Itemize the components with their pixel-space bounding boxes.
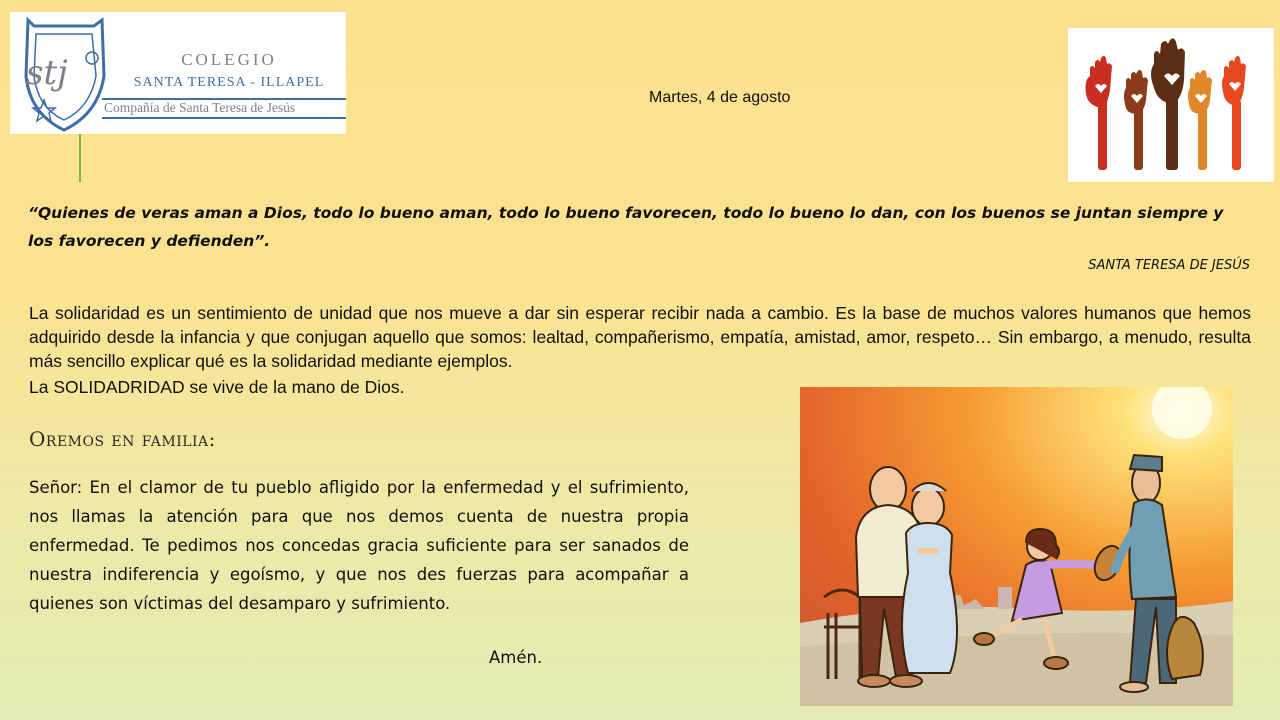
svg-text:stj: stj — [26, 53, 68, 93]
logo-colegio-text: COLEGIO — [181, 50, 277, 69]
raised-hands-icon — [1068, 28, 1274, 182]
date-label: Martes, 4 de agosto — [649, 89, 791, 106]
raised-hands-image — [1068, 28, 1274, 182]
quote-author: SANTA TERESA DE JESÚS — [1088, 258, 1250, 273]
logo-school-name: SANTA TERESA - ILLAPEL — [133, 75, 325, 90]
logo-compania-text: Compañía de Santa Teresa de Jesús — [102, 98, 346, 119]
saint-quote: “Quienes de veras aman a Dios, todo lo bueno aman, todo lo bueno favorecen, todo lo bueno lo dan, con los buenos se juntan siempre y los favorecen y defienden”. — [28, 204, 1224, 250]
prayer-text: Señor: En el clamor de tu pueblo afligido por la enfermedad y el sufrimiento, nos llamas la atención para que nos demos cuenta de nuestra propia enfermedad. Te pedimos nos concedas gracia suficiente para ser sanados de nuestra indiferencia y egoísmo, y que nos des fuerzas para acompañar a quienes son víctimas del desamparo y sufrimiento. — [29, 478, 689, 613]
school-crest-icon — [18, 16, 110, 134]
prayer-title: Oremos en familia: — [29, 427, 216, 451]
family-illustration — [800, 387, 1233, 706]
solidarity-paragraph: La solidaridad es un sentimiento de unidad que nos mueve a dar sin esperar recibir nada a cambio. Es la base de muchos valores humanos que hemos adquirido desde la infancia y que conjugan aquello que somos: lealtad, compañerismo, empatía, amistad, amor, respeto… Sin embargo, a menudo, resulta más sencillo explicar qué es la solidaridad mediante ejemplos. — [29, 303, 1251, 371]
solidarity-line: La SOLIDADRIDAD se vive de la mano de Dios. — [29, 377, 405, 397]
family-giving-bread-image — [800, 387, 1233, 706]
accent-divider — [79, 134, 81, 182]
prayer-amen: Amén. — [489, 648, 543, 667]
school-logo — [10, 12, 346, 134]
